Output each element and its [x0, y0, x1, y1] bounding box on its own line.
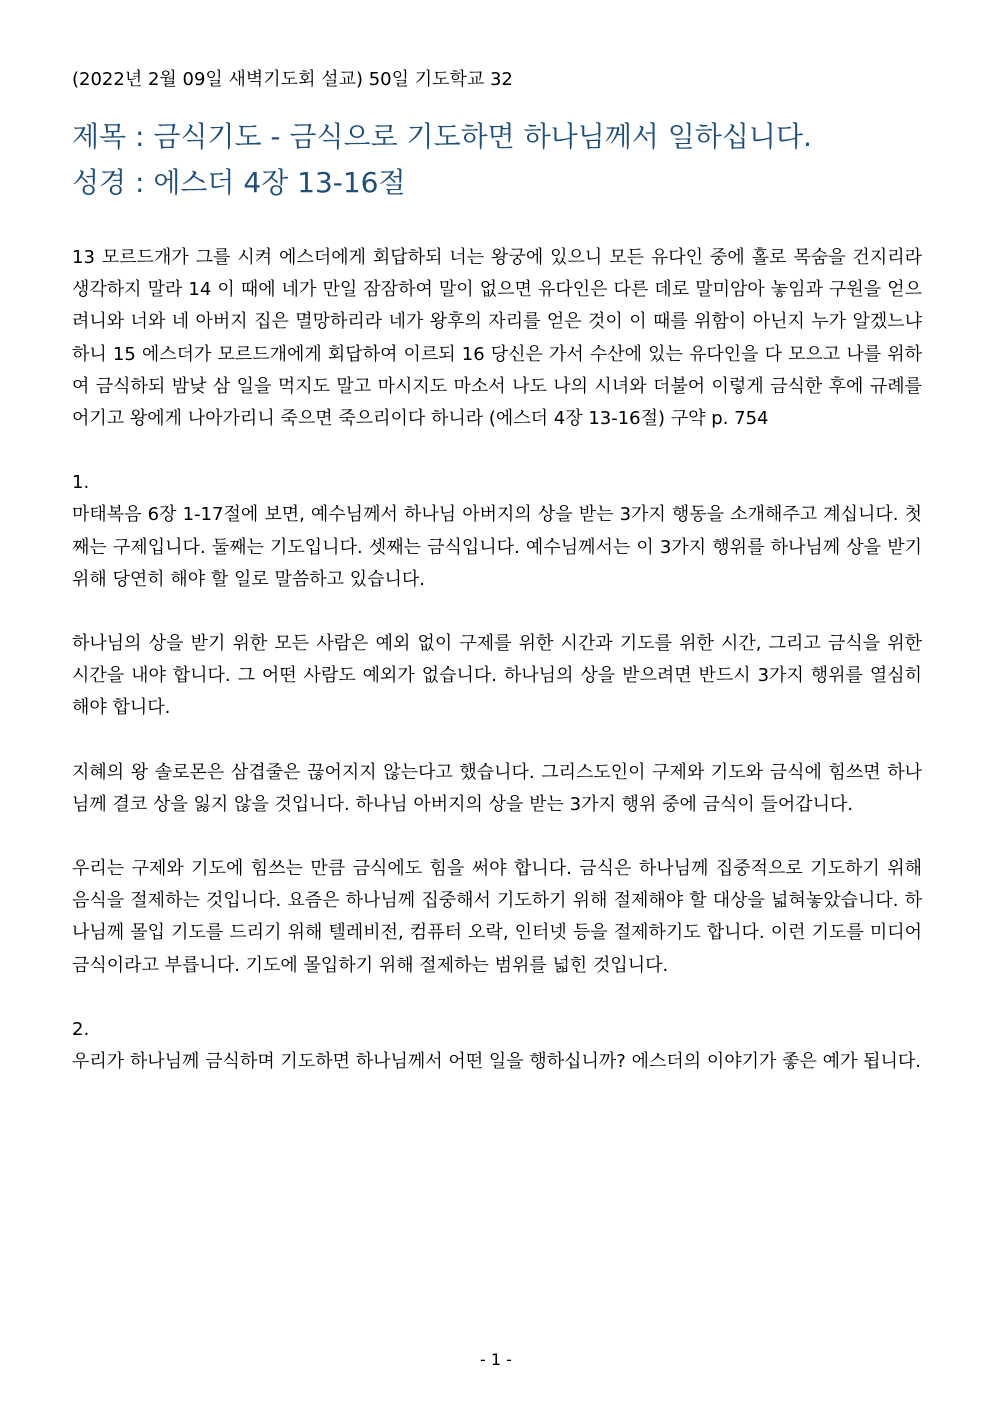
page-number: - 1 - [480, 1350, 512, 1369]
section-number: 2. [72, 1018, 90, 1040]
body-paragraph: 우리가 하나님께 금식하며 기도하면 하나님께서 어떤 일을 행하십니까? 에스더의 이야기가 좋은 예가 됩니다. [72, 1051, 922, 1073]
body-paragraph: 지혜의 왕 솔로몬은 삼겹줄은 끊어지지 않는다고 했습니다. 그리스도인이 구제와 기도와 금식에 힘쓰면 하나님께 결코 상을 잃지 않을 것입니다. 하나님 아버지의 상을 받는 3가지 행위 중에 금식이 들어갑니다. [72, 761, 922, 815]
scripture-passage [72, 242, 922, 435]
section-1 [72, 467, 922, 982]
spacer [72, 596, 922, 628]
sermon-header: (2022년 2월 09일 새벽기도회 설교) 50일 기도학교 32 [72, 69, 513, 90]
spacer [72, 725, 922, 757]
sermon-title: 제목 : 금식기도 - 금식으로 기도하면 하나님께서 일하십니다. [72, 120, 812, 153]
spacer [72, 821, 922, 853]
document-page [72, 62, 922, 1078]
spacer [72, 435, 922, 467]
scripture-reference: 성경 : 에스더 4장 13-16절 [72, 166, 406, 199]
body-paragraph: 하나님의 상을 받기 위한 모든 사람은 예외 없이 구제를 위한 시간과 기도를 위한 시간, 그리고 금식을 위한 시간을 내야 합니다. 그 어떤 사람도 예외가 없습니다. 하나님의 상을 받으려면 반드시 3가지 행위를 열심히 해야 합니다. [72, 633, 922, 719]
section-2 [72, 1014, 922, 1078]
body-paragraph: 우리는 구제와 기도에 힘쓰는 만큼 금식에도 힘을 써야 합니다. 금식은 하나님께 집중적으로 기도하기 위해 음식을 절제하는 것입니다. 요즘은 하나님께 집중해서 기도하기 위해 절제해야 할 대상을 넓혀놓았습니다. 하나님께 몰입 기도를 드리기 위해 텔레비전, 컴퓨터 오락, 인터넷 등을 절제하기도 합니다. 이런 기도를 미디어 금식이라고 부릅니다. 기도에 몰입하기 위해 절제하는 범위를 넓힌 것입니다. [72, 858, 922, 976]
spacer [72, 982, 922, 1014]
scripture-text: 13 모르드개가 그를 시켜 에스더에게 회답하되 너는 왕궁에 있으니 모든 유다인 중에 홀로 목숨을 건지리라 생각하지 말라 14 이 때에 네가 만일 잠잠하여 말이 없으면 유다인은 다른 데로 말미암아 놓임과 구원을 얻으려니와 너와 네 아버지 집은 멸망하리라 네가 왕후의 자리를 얻은 것이 이 때를 위함이 아닌지 누가 알겠느냐 하니 15 에스더가 모르드개에게 회답하여 이르되 16 당신은 가서 수산에 있는 유다인을 다 모으고 나를 위하여 금식하되 밤낮 삼 일을 먹지도 말고 마시지도 마소서 나도 나의 시녀와 더불어 이렇게 금식한 후에 규례를 어기고 왕에게 나아가리니 죽으면 죽으리이다 하니라 (에스더 4장 13-16절) 구약 p. 754 [72, 247, 922, 430]
title-block [72, 114, 922, 206]
body-paragraph: 마태복음 6장 1-17절에 보면, 예수님께서 하나님 아버지의 상을 받는 3가지 행동을 소개해주고 계십니다. 첫째는 구제입니다. 둘째는 기도입니다. 셋째는 금식입니다. 예수님께서는 이 3가지 행위를 하나님께 상을 받기 위해 당연히 해야 할 일로 말씀하고 있습니다. [72, 504, 922, 590]
section-number: 1. [72, 472, 90, 494]
